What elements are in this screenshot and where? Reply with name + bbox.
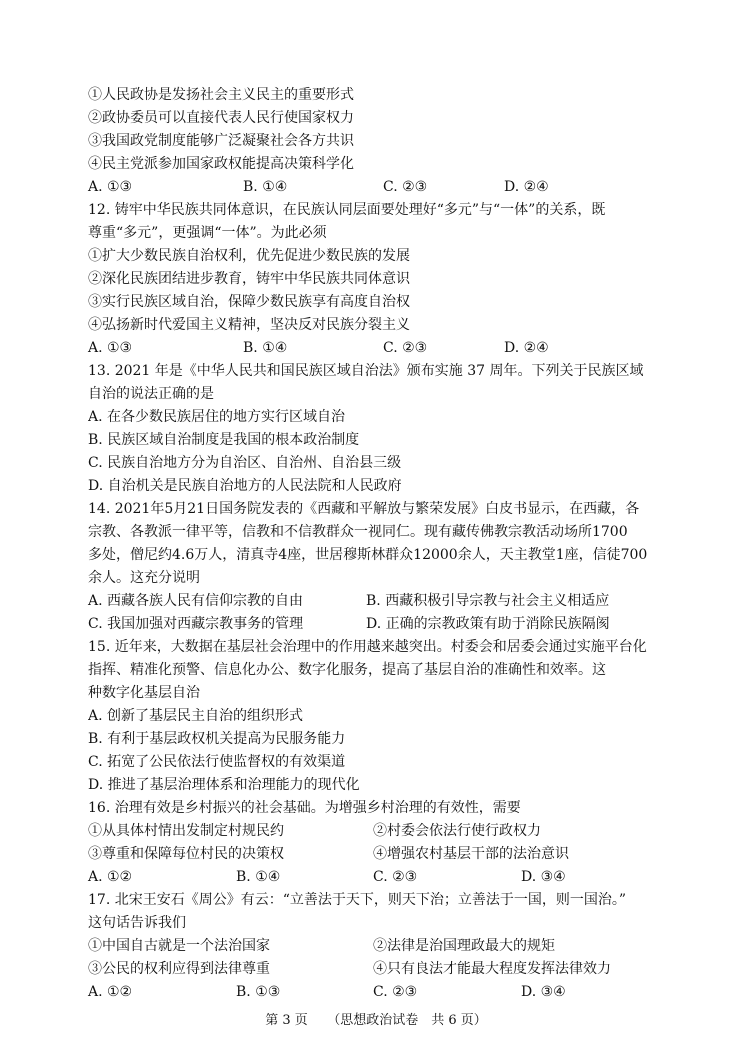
q16-statement-3: ③尊重和保障每位村民的决策权 [88,846,284,862]
q14-options-row-2 [88,613,688,635]
q14-stem-line-2: 宗教、各教派一律平等，信教和不信教群众一视同仁。现有藏传佛教宗教活动场所1700 [88,524,628,540]
q15-stem-line-3: 种数字化基层自治 [88,685,200,701]
q12-stem-line-2: 尊重“多元”，更强调“一体”。为此必须 [88,225,327,241]
q17-option-c: C. ②③ [373,984,418,1000]
q15-option-a: A. 创新了基层民主自治的组织形式 [88,708,304,724]
q17-stem-line-1: 17. 北宋王安石《周公》有云：“立善法于天下，则天下治；立善法于一国，则一国治。” [88,892,627,908]
q13-option-b: B. 民族区域自治制度是我国的根本政治制度 [88,432,360,448]
q11-statement-4: ④民主党派参加国家政权能提高决策科学化 [88,156,354,172]
q11-statement-2: ②政协委员可以直接代表人民行使国家权力 [88,110,354,126]
q14-stem-line-3: 多处，僧尼约4.6万人，清真寺4座，世居穆斯林群众12000余人，天主教堂1座，信徒700 [88,547,648,563]
q13-option-c: C. 民族自治地方分为自治区、自治州、自治县三级 [88,455,402,471]
q15-option-d: D. 推进了基层治理体系和治理能力的现代化 [88,777,360,793]
q14-option-d: D. 正确的宗教政策有助于消除民族隔阂 [366,616,610,632]
q13-stem-line-2: 自治的说法正确的是 [88,386,214,402]
q11-options [88,176,688,198]
q17-statements-row-2 [88,958,688,980]
q17-statement-1: ①中国自古就是一个法治国家 [88,938,270,954]
q11-option-b: B. ①④ [243,179,288,195]
q13-option-a: A. 在各少数民族居住的地方实行区域自治 [88,409,346,425]
q17-options [88,981,688,1003]
q12-stem-line-1: 12. 铸牢中华民族共同体意识，在民族认同层面要处理好“多元”与“一体”的关系，既 [88,202,606,218]
q16-options [88,866,688,888]
q15-stem-line-2: 指挥、精准化预警、信息化办公、数字化服务，提高了基层自治的准确性和效率。这 [88,662,606,678]
q14-option-a: A. 西藏各族人民有信仰宗教的自由 [88,593,304,609]
q16-statements-row-1 [88,820,688,842]
q15-stem-line-1: 15. 近年来，大数据在基层社会治理中的作用越来越突出。村委会和居委会通过实施平台化 [88,639,647,655]
q12-statement-1: ①扩大少数民族自治权利，优先促进少数民族的发展 [88,248,410,264]
q17-option-d: D. ③④ [521,984,566,1000]
q14-stem-line-1: 14. 2021年5月21日国务院发表的《西藏和平解放与繁荣发展》白皮书显示，在西藏，各 [88,501,640,517]
q12-options [88,337,688,359]
q17-statement-2: ②法律是治国理政最大的规矩 [373,938,555,954]
q16-option-b: B. ①④ [236,869,281,885]
q12-option-d: D. ②④ [504,340,549,356]
q12-statement-3: ③实行民族区域自治，保障少数民族享有高度自治权 [88,294,410,310]
q16-statement-4: ④增强农村基层干部的法治意识 [373,846,569,862]
q17-option-a: A. ①② [88,984,133,1000]
q11-option-c: C. ②③ [383,179,428,195]
q17-option-b: B. ①③ [236,984,281,1000]
q17-statements-row-1 [88,935,688,957]
q11-statement-3: ③我国政党制度能够广泛凝聚社会各方共识 [88,133,354,149]
q12-statement-2: ②深化民族团结进步教育，铸牢中华民族共同体意识 [88,271,410,287]
q14-option-b: B. 西藏积极引导宗教与社会主义相适应 [366,593,610,609]
q14-option-c: C. 我国加强对西藏宗教事务的管理 [88,616,304,632]
q17-stem-line-2: 这句话告诉我们 [88,915,186,931]
q12-option-b: B. ①④ [243,340,288,356]
q16-statements-row-2 [88,843,688,865]
q15-option-c: C. 拓宽了公民依法行使监督权的有效渠道 [88,754,346,770]
q11-option-a: A. ①③ [88,179,133,195]
q16-statement-1: ①从具体村情出发制定村规民约 [88,823,284,839]
q11-statement-1: ①人民政协是发扬社会主义民主的重要形式 [88,87,354,103]
q16-option-d: D. ③④ [521,869,566,885]
q13-stem-line-1: 13. 2021 年是《中华人民共和国民族区域自治法》颁布实施 37 周年。下列关于民族区域 [88,363,644,379]
q16-stem-line-1: 16. 治理有效是乡村振兴的社会基础。为增强乡村治理的有效性，需要 [88,800,521,816]
q14-options-row-1 [88,590,688,612]
page-footer: 第 3 页 （思想政治试卷 共 6 页） [265,1013,487,1028]
q12-option-c: C. ②③ [383,340,428,356]
q16-option-a: A. ①② [88,869,133,885]
q14-stem-line-4: 余人。这充分说明 [88,570,200,586]
q12-option-a: A. ①③ [88,340,133,356]
q15-option-b: B. 有利于基层政权机关提高为民服务能力 [88,731,346,747]
q12-statement-4: ④弘扬新时代爱国主义精神，坚决反对民族分裂主义 [88,317,410,333]
q13-option-d: D. 自治机关是民族自治地方的人民法院和人民政府 [88,478,402,494]
q17-statement-3: ③公民的权利应得到法律尊重 [88,961,270,977]
q11-option-d: D. ②④ [504,179,549,195]
q16-option-c: C. ②③ [373,869,418,885]
q16-statement-2: ②村委会依法行使行政权力 [373,823,541,839]
q17-statement-4: ④只有良法才能最大程度发挥法律效力 [373,961,611,977]
